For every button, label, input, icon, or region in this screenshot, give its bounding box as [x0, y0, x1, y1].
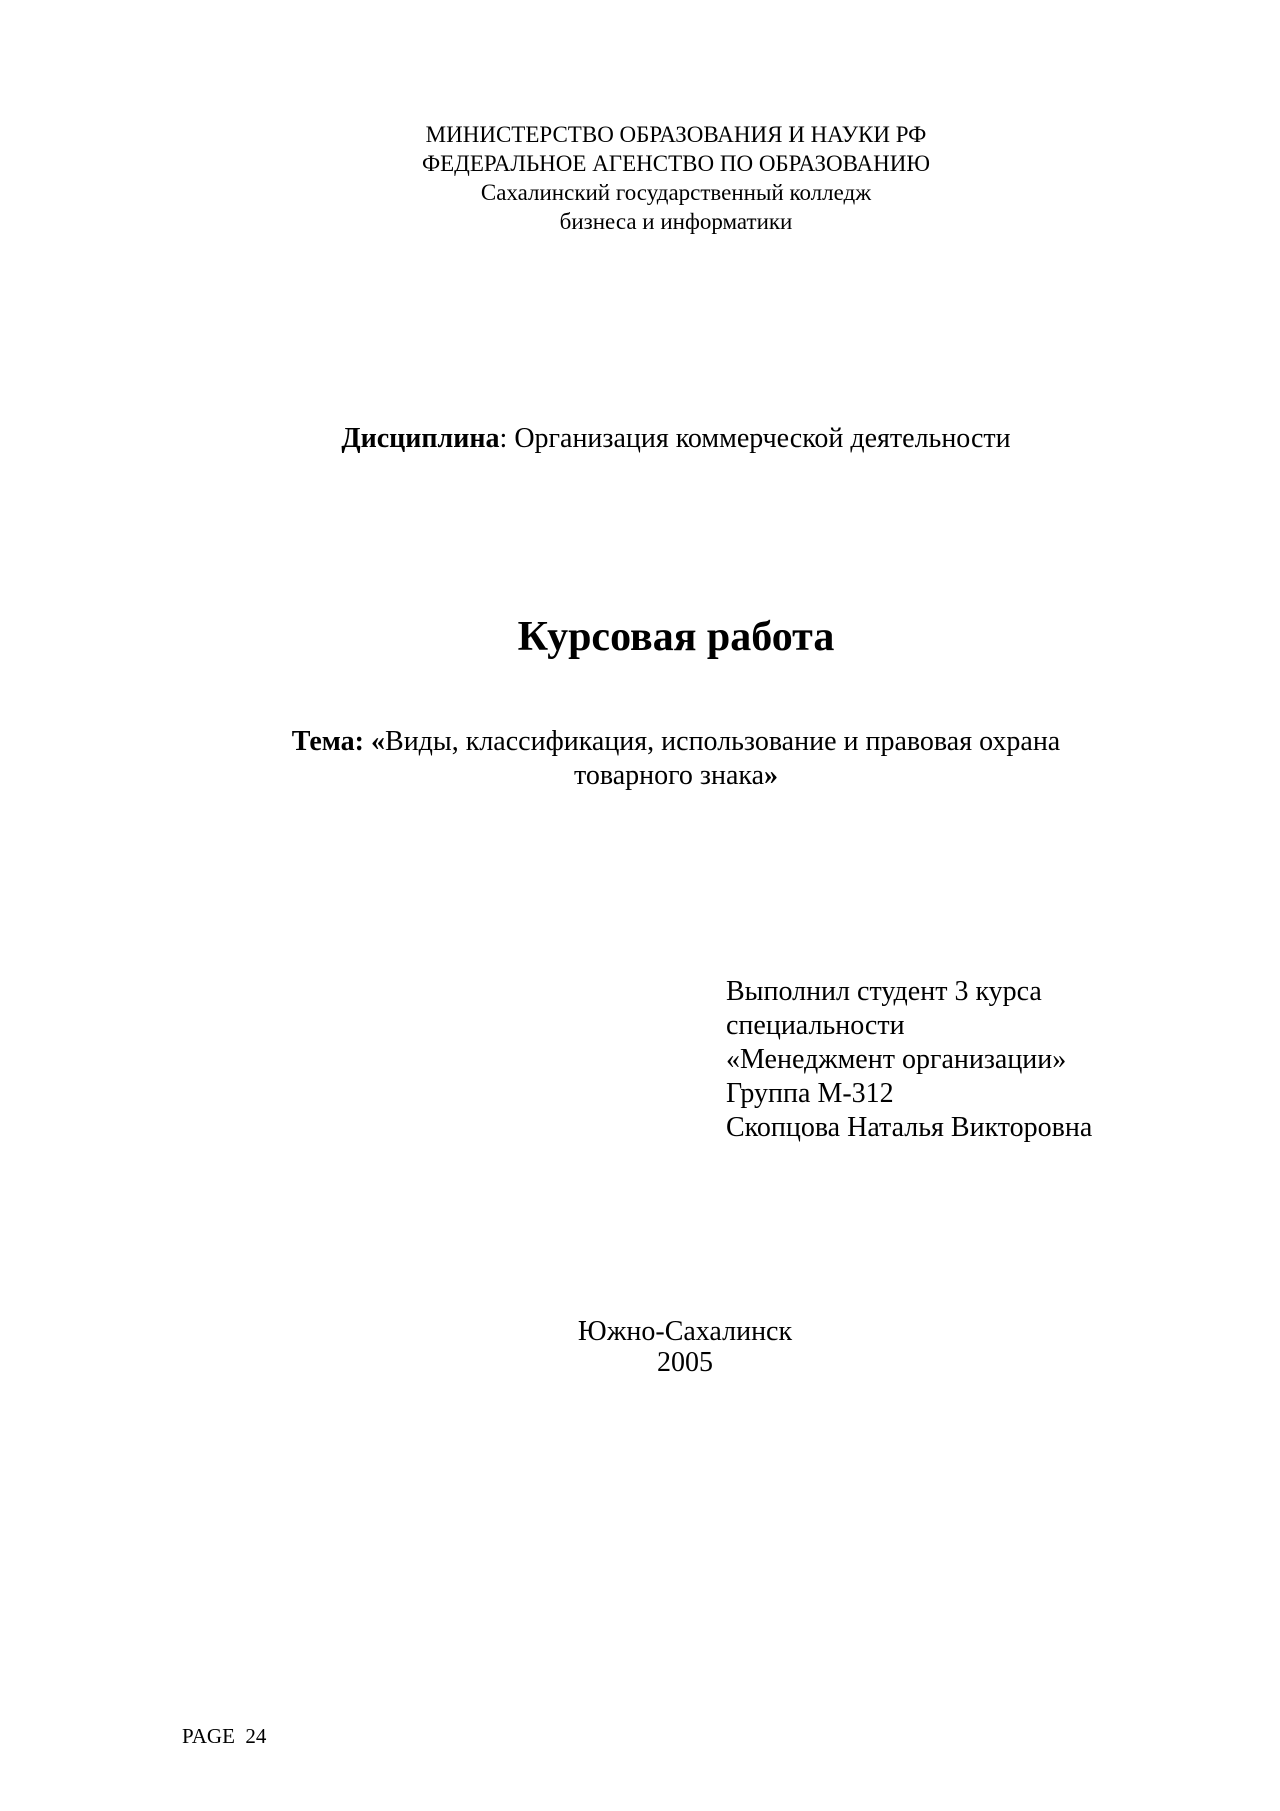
ministry-line: МИНИСТЕРСТВО ОБРАЗОВАНИЯ И НАУКИ РФ — [425, 122, 927, 147]
discipline-label: Дисциплина — [341, 423, 500, 454]
topic-label: Тема: — [291, 726, 365, 757]
year: 2005 — [657, 1347, 713, 1378]
city-year-block — [0, 1316, 1280, 1378]
topic-close-quote: » — [764, 760, 778, 791]
institution-header — [0, 120, 1280, 236]
author-line-5: Скопцова Наталья Викторовна — [726, 1112, 1093, 1143]
author-line-2: специальности — [726, 1010, 905, 1041]
topic-block — [0, 725, 1280, 793]
city-name: Южно-Сахалинск — [577, 1316, 793, 1347]
college-line-1: Сахалинский государственный колледж — [480, 180, 872, 205]
author-line-3: «Менеджмент организации» — [726, 1044, 1067, 1075]
topic-line-2 — [0, 759, 1280, 793]
page-number: PAGE 24 — [182, 1724, 267, 1748]
topic-text-2: товарного знака — [574, 760, 764, 791]
topic-line-1 — [0, 725, 1280, 759]
agency-line: ФЕДЕРАЛЬНОЕ АГЕНСТВО ПО ОБРАЗОВАНИЮ — [421, 151, 931, 176]
author-block — [726, 975, 1226, 1145]
author-line-1: Выполнил студент 3 курса — [726, 976, 1042, 1007]
college-line-2: бизнеса и информатики — [559, 209, 793, 234]
topic-text-1: Виды, классификация, использование и правовая охрана — [385, 726, 1061, 757]
discipline-value: Организация коммерческой деятельности — [514, 423, 1011, 454]
document-title: Курсовая работа — [517, 614, 835, 660]
discipline-separator: : — [499, 423, 515, 454]
author-line-4: Группа М-312 — [726, 1078, 894, 1109]
discipline-line — [0, 422, 1280, 456]
topic-open-quote: « — [364, 726, 386, 757]
